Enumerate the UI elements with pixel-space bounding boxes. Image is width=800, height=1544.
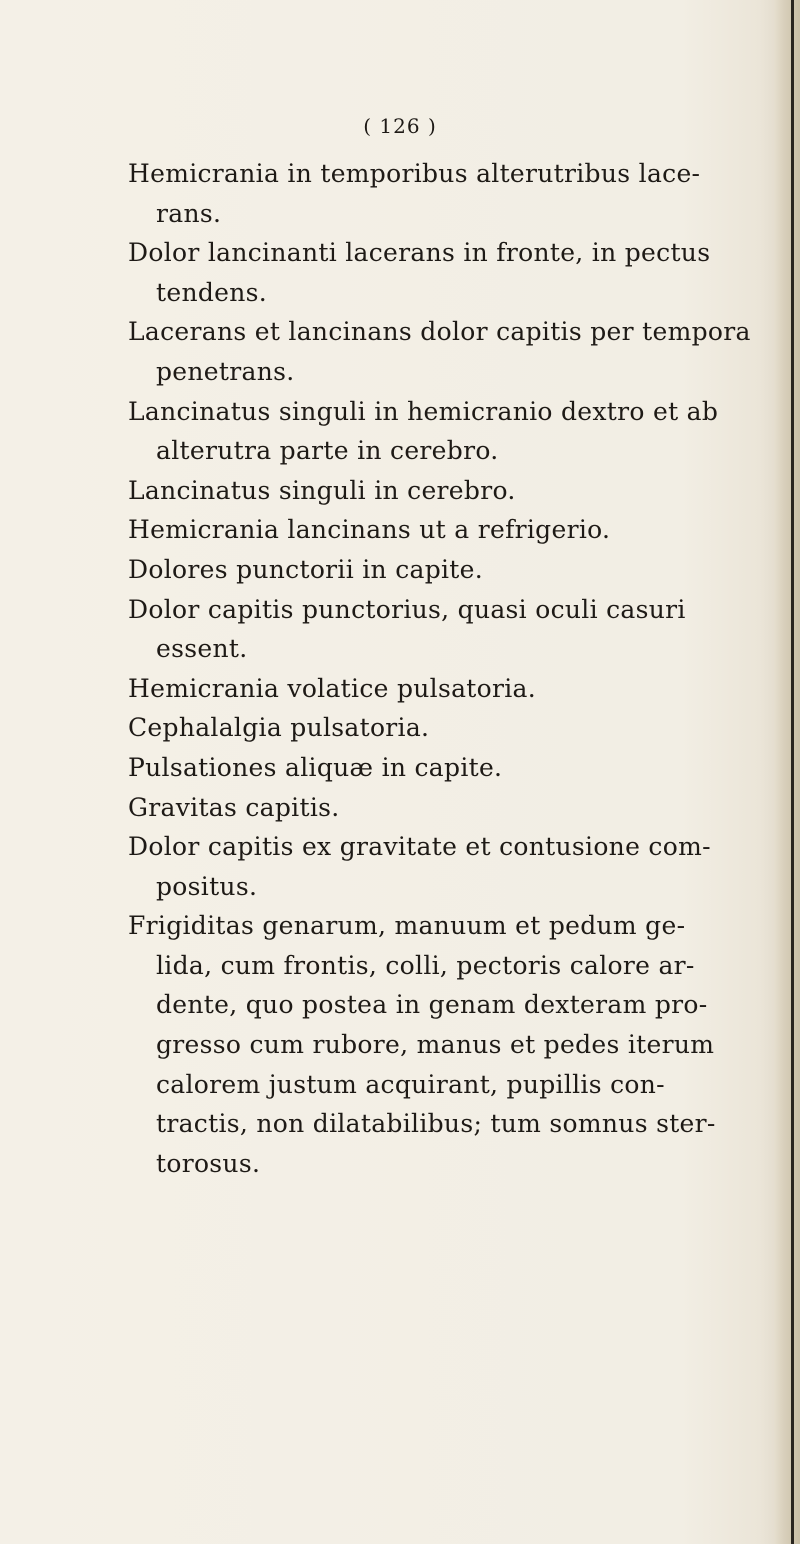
text-line: Dolor capitis ex gravitate et contusione com- xyxy=(128,832,711,862)
entry xyxy=(128,827,748,906)
text-line: Cephalalgia pulsatoria. xyxy=(128,713,430,743)
text-line: Dolor lancinanti lacerans in fronte, in pectus xyxy=(128,238,711,268)
text-line: tendens. xyxy=(156,277,268,307)
text-line: lida, cum frontis, colli, pectoris calore ar- xyxy=(156,950,695,980)
entry xyxy=(128,312,751,391)
page-edge xyxy=(774,0,800,1544)
entry xyxy=(128,471,748,511)
text-line: Gravitas capitis. xyxy=(128,792,340,822)
text-line: Lacerans et lancinans dolor capitis per tempora xyxy=(128,317,751,347)
entry xyxy=(128,154,748,233)
entry xyxy=(128,748,748,788)
entry xyxy=(128,788,748,828)
text-line: Lancinatus singuli in hemicranio dextro et ab xyxy=(128,396,719,426)
entry xyxy=(128,233,748,312)
entry xyxy=(128,550,748,590)
text-line: calorem justum acquirant, pupillis con- xyxy=(156,1069,665,1099)
text-line: Hemicrania volatice pulsatoria. xyxy=(128,673,536,703)
text-line: Lancinatus singuli in cerebro. xyxy=(128,475,516,505)
text-line: Hemicrania in temporibus alterutribus lace- xyxy=(128,159,701,188)
entry xyxy=(128,669,748,709)
entry xyxy=(128,510,748,550)
text-line: alterutra parte in cerebro. xyxy=(156,436,499,466)
page-edge-shadow xyxy=(791,0,794,1544)
entry xyxy=(128,906,748,1183)
text-line: Hemicrania lancinans ut a refrigerio. xyxy=(128,515,611,545)
text-line: tractis, non dilatabilibus; tum somnus ster- xyxy=(156,1109,716,1139)
text-line: rans. xyxy=(156,198,222,228)
text-line: positus. xyxy=(156,871,258,901)
page-number: ( 126 ) xyxy=(363,114,437,138)
text-line: torosus. xyxy=(156,1148,261,1178)
text-line: Pulsationes aliquæ in capite. xyxy=(128,752,503,782)
entry xyxy=(128,392,748,471)
text-line: Frigiditas genarum, manuum et pedum ge- xyxy=(128,911,686,941)
text-line: dente, quo postea in genam dexteram pro- xyxy=(156,990,708,1020)
text-line: Dolor capitis punctorius, quasi oculi casuri xyxy=(128,594,686,624)
text-line: Dolores punctorii in capite. xyxy=(128,554,483,584)
text-line: essent. xyxy=(156,634,248,664)
text-line: penetrans. xyxy=(156,356,295,386)
entry xyxy=(128,708,748,748)
text-body xyxy=(128,154,751,1183)
text-line: gresso cum rubore, manus et pedes iterum xyxy=(156,1030,715,1060)
entry xyxy=(128,590,748,669)
